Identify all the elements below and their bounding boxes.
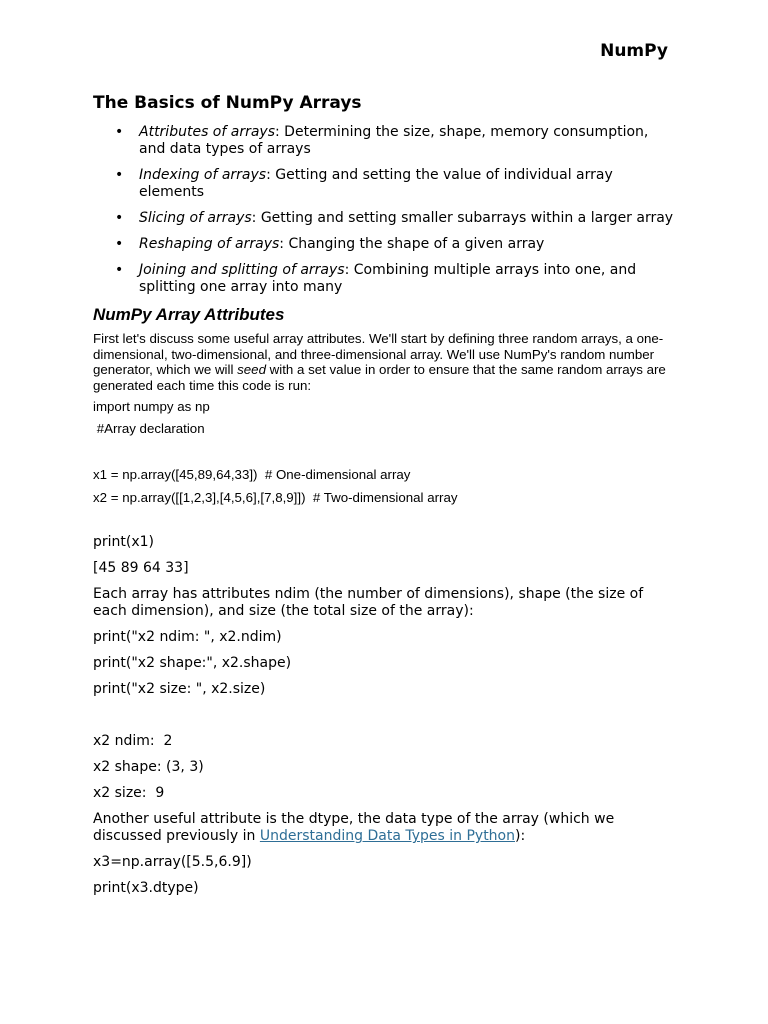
code-x3: x3=np.array([5.5,6.9]) [93, 854, 252, 871]
bullet: • [115, 124, 124, 140]
section-title: The Basics of NumPy Arrays [93, 93, 362, 113]
code-print-ndim: print("x2 ndim: ", x2.ndim) [93, 629, 282, 646]
page-content [93, 92, 678, 897]
list-item [93, 262, 678, 296]
list-item-desc: : Getting and setting the value of individual array elements [139, 167, 613, 200]
spacer [93, 506, 678, 534]
topics-list [93, 124, 678, 296]
list-item-term: Reshaping of arrays [139, 236, 280, 252]
output-size: x2 size: 9 [93, 785, 165, 802]
bullet: • [115, 236, 124, 252]
dtype-text-after: ): [515, 828, 526, 845]
list-item-desc: : Getting and setting smaller subarrays within a larger array [251, 210, 674, 226]
intro-emphasis: seed [237, 362, 266, 378]
output-shape: x2 shape: (3, 3) [93, 759, 204, 776]
list-item [93, 210, 678, 227]
attributes-paragraph: Each array has attributes ndim (the number of dimensions), shape (the size of each dimension), and size (the total size of the array): [93, 586, 644, 620]
output-ndim: x2 ndim: 2 [93, 733, 173, 750]
code-import: import numpy as np [93, 399, 210, 415]
bullet: • [115, 262, 124, 278]
code-print-size: print("x2 size: ", x2.size) [93, 681, 266, 698]
subsection-title: NumPy Array Attributes [93, 305, 285, 324]
intro-text-after: with a set value in order to ensure that the same random arrays are generated each time this code is run: [93, 362, 666, 393]
list-item-term: Indexing of arrays [139, 167, 267, 183]
dtype-text-before: Another useful attribute is the dtype, the data type of the array (which we discussed previously in [93, 811, 615, 845]
code-print-x1: print(x1) [93, 534, 155, 551]
list-item-desc: : Determining the size, shape, memory consumption, and data types of arrays [139, 124, 649, 157]
list-item-term: Slicing of arrays [139, 210, 252, 226]
list-item [93, 124, 678, 158]
list-item-term: Joining and splitting of arrays [139, 262, 345, 278]
list-item [93, 167, 678, 201]
dtype-paragraph [93, 811, 678, 845]
intro-paragraph [93, 331, 678, 393]
code-print-dtype: print(x3.dtype) [93, 880, 199, 897]
list-item [93, 236, 678, 253]
bullet: • [115, 210, 124, 226]
output-x1: [45 89 64 33] [93, 560, 189, 577]
code-x1: x1 = np.array([45,89,64,33]) # One-dimensional array [93, 467, 411, 483]
bullet: • [115, 167, 124, 183]
list-item-desc: : Changing the shape of a given array [279, 236, 545, 252]
intro-text-before: First let's discuss some useful array attributes. We'll start by defining three random arrays, a one-dimensional, two-dimensional, and three-dimensional array. We'll use NumPy's random number generator, which we will [93, 331, 664, 378]
data-types-link[interactable]: Understanding Data Types in Python [259, 828, 515, 845]
running-header: NumPy [600, 41, 668, 61]
spacer [93, 437, 678, 467]
code-print-shape: print("x2 shape:", x2.shape) [93, 655, 292, 672]
list-item-desc: : Combining multiple arrays into one, and splitting one array into many [139, 262, 637, 295]
code-x2: x2 = np.array([[1,2,3],[4,5,6],[7,8,9]]) # Two-dimensional array [93, 490, 458, 506]
list-item-term: Attributes of arrays [139, 124, 276, 140]
spacer [93, 698, 678, 733]
code-comment: #Array declaration [93, 421, 205, 437]
